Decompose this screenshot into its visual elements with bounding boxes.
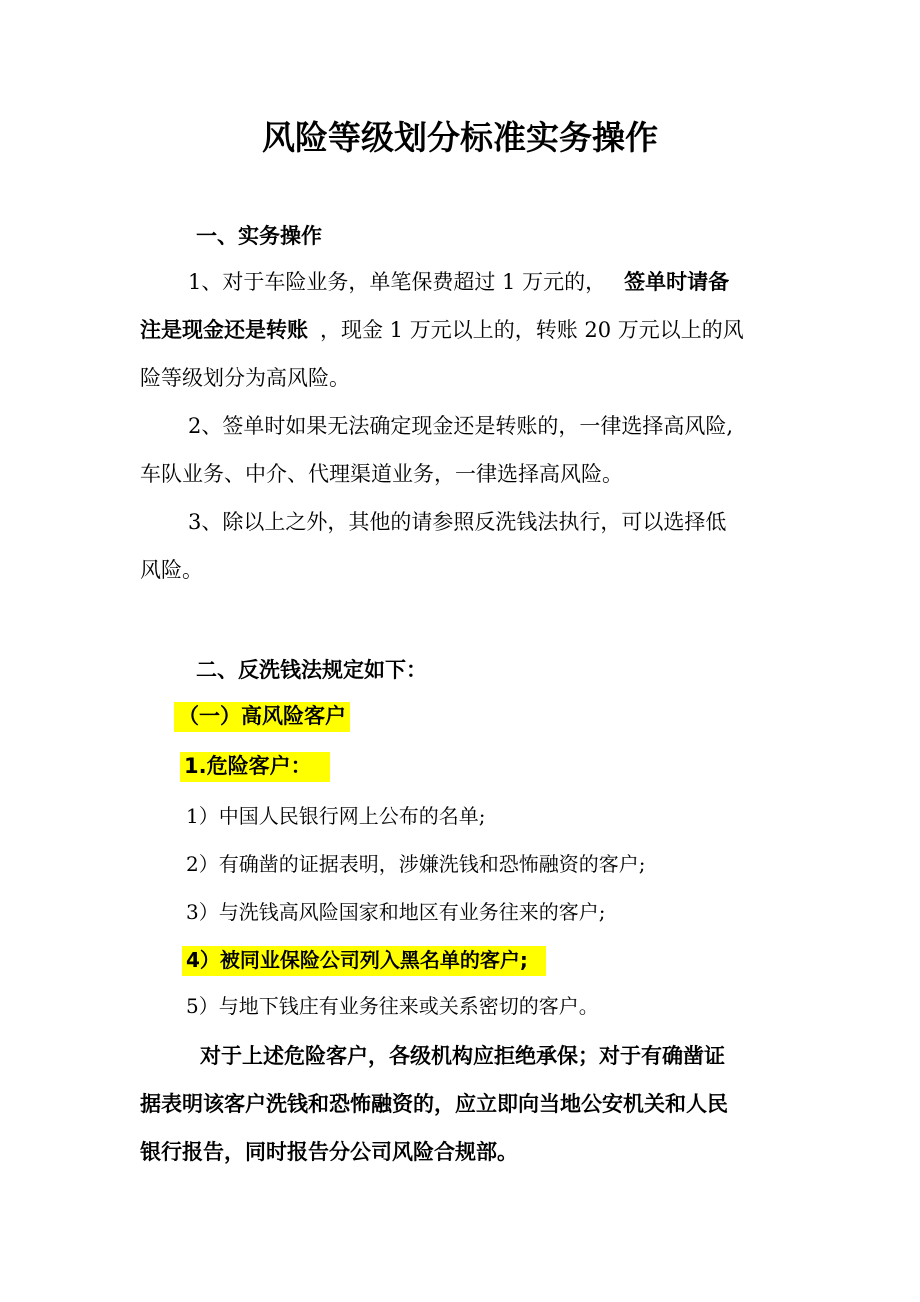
paragraph-line: 3、除以上之外，其他的请参照反洗钱法执行，可以选择低: [188, 510, 727, 534]
paragraph-line: 据表明该客户洗钱和恐怖融资的，应立即向当地公安机关和人民: [140, 1092, 728, 1116]
paragraph-line: 对于上述危险客户，各级机构应拒绝承保；对于有确凿证: [200, 1044, 725, 1068]
paragraph-line: 1、对于车险业务，单笔保费超过 1 万元的， 签单时请备: [188, 270, 730, 294]
paragraph-line: 银行报告，同时报告分公司风险合规部。: [140, 1140, 518, 1164]
section-1-paragraph-1: [140, 258, 790, 402]
paragraph-line: 险等级划分为高风险。: [140, 366, 350, 390]
paragraph-line: 注是现金还是转账 ，现金 1 万元以上的，转账 20 万元以上的风: [140, 318, 744, 342]
list-item: 1）中国人民银行网上公布的名单;: [186, 804, 486, 828]
list-item: 4）被同业保险公司列入黑名单的客户;: [182, 944, 546, 973]
section-2-heading: 二、反洗钱法规定如下：: [196, 658, 427, 682]
paragraph-line: 车队业务、中介、代理渠道业务，一律选择高风险。: [140, 462, 623, 486]
section-1-paragraph-2: [140, 402, 790, 498]
closing-paragraph: [140, 1032, 790, 1176]
page-title: 风险等级划分标准实务操作: [262, 118, 658, 157]
list-item: 5）与地下钱庄有业务往来或关系密切的客户。: [186, 994, 599, 1018]
paragraph-line: 2、签单时如果无法确定现金还是转账的，一律选择高风险,: [188, 414, 734, 438]
section-1-paragraph-3: [140, 498, 790, 594]
dangerous-customer-heading: 1.危险客户：: [180, 750, 330, 780]
paragraph-line: 风险。: [140, 558, 203, 582]
section-1-heading: 一、实务操作: [196, 224, 322, 248]
high-risk-heading: （一）高风险客户: [174, 700, 350, 730]
list-item: 2）有确凿的证据表明，涉嫌洗钱和恐怖融资的客户;: [186, 852, 646, 876]
list-item: 3）与洗钱高风险国家和地区有业务往来的客户;: [186, 900, 606, 924]
